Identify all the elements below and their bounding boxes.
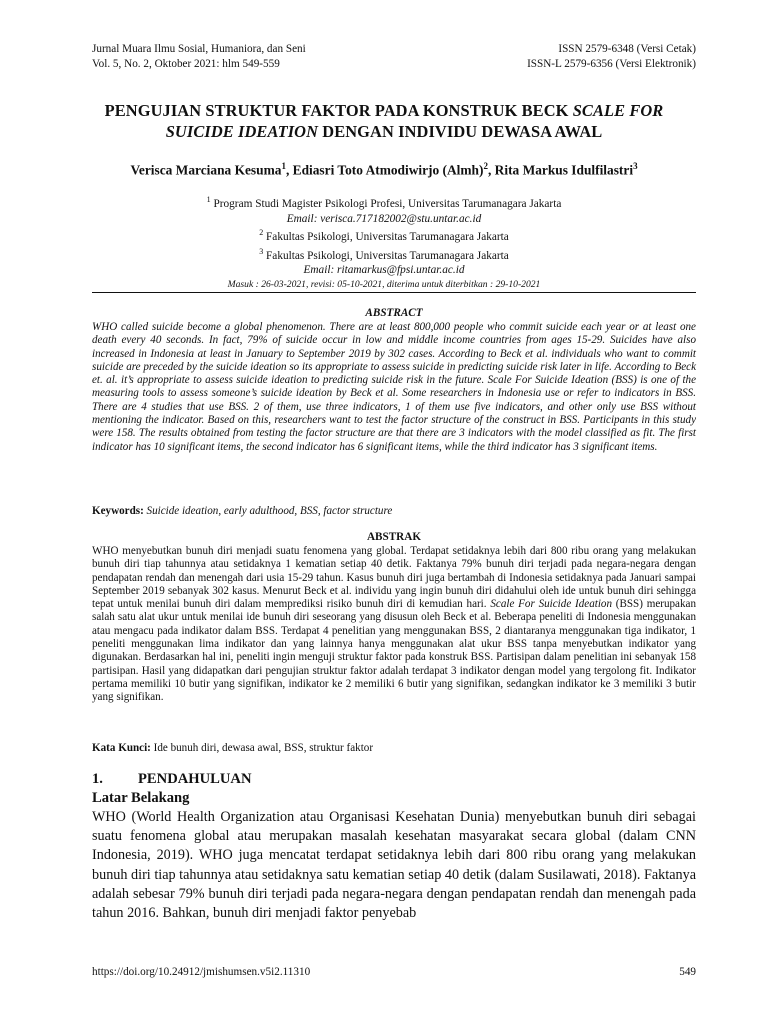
author-sep-2: ,	[487, 162, 495, 178]
affil-3: Fakultas Psikologi, Universitas Tarumanagara Jakarta	[263, 249, 509, 262]
section-heading	[92, 771, 252, 788]
issn-print: ISSN 2579-6348 (Versi Cetak)	[558, 43, 696, 55]
abstract-heading-text: ABSTRACT	[365, 307, 423, 319]
author-list	[60, 157, 708, 179]
author-2-sup: 2	[483, 161, 488, 171]
abstract-heading	[92, 307, 696, 319]
page-footer	[92, 966, 696, 978]
email-3: Email: ritamarkus@fpsi.untar.ac.id	[303, 264, 465, 277]
abstract-text: WHO called suicide become a global phenomenon. There are at least 800,000 people who commit suicide each year or at least one death every 40 seconds. In fact, 79% of suicide occur in low and middle income countries from ages 15-29. Suicides have also increased in Indonesia at least in January to September 2019 by 302 cases. According to Beck et al. individuals who want to commit suicide are preceded by the suicide ideation so its appropriate to assess suicide in predicting suicide risk later in life. According to Beck et. al. it’s appropriate to assess suicide ideation to predicting suicide risk in the future. Scale For Suicide Ideation (BSS) is one of the measuring tools to assess someone’s suicide ideation by Beck et al. Some researchers in Indonesia use or refer to indicators in BSS. There are 4 studies that use BSS. 2 of them, use three indicators, 1 of them use five indicators, and other only use BSS without mentioning the indicator. Based on this, researchers want to test the factor structure of the construct in BSS. Participants in this study were 158. The results obtained from testing the factor structure are that there are 3 indicators with the model classified as fit. The first indicator has 10 significant items, the second indicator has 6 significant items, while the third indicator has 3 significant items.	[92, 321, 696, 453]
affil-3-sup: 3	[259, 246, 264, 256]
doi-link[interactable]: https://doi.org/10.24912/jmishumsen.v5i2.11310	[92, 966, 311, 978]
abstrak-heading: ABSTRAK	[366, 531, 422, 543]
paper-title	[70, 100, 698, 142]
section-number: 1.	[92, 771, 103, 787]
submission-dates: Masuk : 26-03-2021, revisi: 05-10-2021, diterima untuk diterbitkan : 29-10-2021	[227, 279, 541, 290]
journal-header	[92, 42, 696, 72]
keywords-label: Keywords:	[92, 505, 144, 517]
kata-kunci-label: Kata Kunci:	[92, 742, 151, 754]
author-3: Rita Markus Idulfilastri	[494, 162, 634, 178]
affil-2: Fakultas Psikologi, Universitas Tarumanagara Jakarta	[263, 231, 509, 244]
abstrak-text-a: WHO menyebutkan bunuh diri menjadi suatu fenomena yang global. Terdapat setidaknya lebih dari 800 ribu orang yang melakukan bunuh diri tiap tahunnya atau setidaknya 1 kematian setiap 40 detik. Faktanya 79% bunuh diri terjadi pada negara-negara dengan pendapatan rendah dan menengah dari usia 15-29 tahun. Kasus bunuh diri juga bertambah di Indonesia setidaknya pada Januari sampai September 2019 sebanyak 302 kasus. Menurut Beck et al. individu yang ingin bunuh diri didahului oleh ide untuk bunuh diri sehingga tepat untuk menilai bunuh diri dalam memprediksi risiko bunuh diri di kemudian hari.	[92, 545, 696, 611]
kata-kunci-text: Ide bunuh diri, dewasa awal, BSS, struktur faktor	[150, 742, 374, 754]
kata-kunci-line	[92, 742, 696, 754]
affil-2-sup: 2	[259, 228, 264, 238]
title-part-3: DENGAN INDIVIDU DEWASA AWAL	[318, 122, 603, 141]
keywords-line	[92, 505, 696, 517]
author-sep-1: ,	[285, 162, 293, 178]
journal-volume: Vol. 5, No. 2, Oktober 2021: hlm 549-559	[92, 58, 280, 70]
subsection-heading: Latar Belakang	[92, 790, 190, 806]
title-part-1: PENGUJIAN STRUKTUR FAKTOR PADA KONSTRUK BECK	[104, 101, 573, 120]
issn-online: ISSN-L 2579-6356 (Versi Elektronik)	[527, 58, 696, 70]
abstrak-text-b: (BSS) merupakan salah satu alat ukur untuk menilai ide bunuh diri seseorang yang disusun oleh Beck et al. Beberapa peneliti di Indonesia menggunakan atau mengacu pada indikator dalam BSS. Terdapat 4 penelitian yang menggunakan BSS, 2 diantaranya menggunakan tiga indikator, 1 peneliti menggunakan lima indikator dan yang lainnya hanya menggunakan alat ukur BSS tanpa menyebutkan indikator yang digunakan. Berdasarkan hal ini, peneliti ingin menguji struktur faktor pada konstruk BSS. Partisipan dalam penelitian ini sebanyak 158 partisipan. Hasil yang didapatkan dari pengujian struktur faktor adalah terdapat 3 indikator dengan model yang tergolong fit. Indikator pertama memiliki 10 butir yang signifikan, indikator ke 2 memiliki 6 butir yang signifikan, sedangkan indikator ke 3 memiliki 3 butir yang signifikan.	[92, 598, 696, 704]
section-title: PENDAHULUAN	[138, 771, 252, 787]
abstrak-text	[92, 545, 696, 705]
affil-1-sup: 1	[206, 195, 211, 204]
author-1-sup: 1	[281, 161, 286, 171]
author-3-sup: 3	[633, 161, 638, 171]
abstrak-text-italic: Scale For Suicide Ideation	[490, 598, 612, 611]
divider-rule	[92, 292, 696, 293]
page-number: 549	[679, 966, 696, 978]
email-1: Email: verisca.717182002@stu.untar.ac.id	[286, 212, 482, 225]
body-paragraph: WHO (World Health Organization atau Organisasi Kesehatan Dunia) menyebutkan bunuh diri sebagai suatu fenomena global atau merupakan masalah kesehatan masyarakat secara global (dalam CNN Indonesia, 2019). WHO juga mencatat terdapat setidaknya lebih dari 800 ribu orang yang melakukan bunuh diri tiap tahunnya atau setidaknya satu kematian setiap 40 detik (dalam Susilawati, 2018). Faktanya adalah sebesar 79% bunuh diri terjadi pada negara-negara dengan pendapatan rendah dan menengah pada tahun 2016. Bahkan, bunuh diri menjadi faktor penyebab	[92, 809, 696, 922]
affiliations	[60, 193, 708, 278]
author-1: Verisca Marciana Kesuma	[130, 162, 282, 178]
keywords-text: Suicide ideation, early adulthood, BSS, factor structure	[143, 505, 393, 517]
journal-name: Jurnal Muara Ilmu Sosial, Humaniora, dan Seni	[92, 43, 306, 55]
author-2: Ediasri Toto Atmodiwirjo (Almh)	[292, 162, 484, 178]
title-part-italic: SCALE FOR SUICIDE IDEATION	[165, 101, 664, 141]
affil-1: Program Studi Magister Psikologi Profesi, Universitas Tarumanagara Jakarta	[210, 197, 562, 210]
